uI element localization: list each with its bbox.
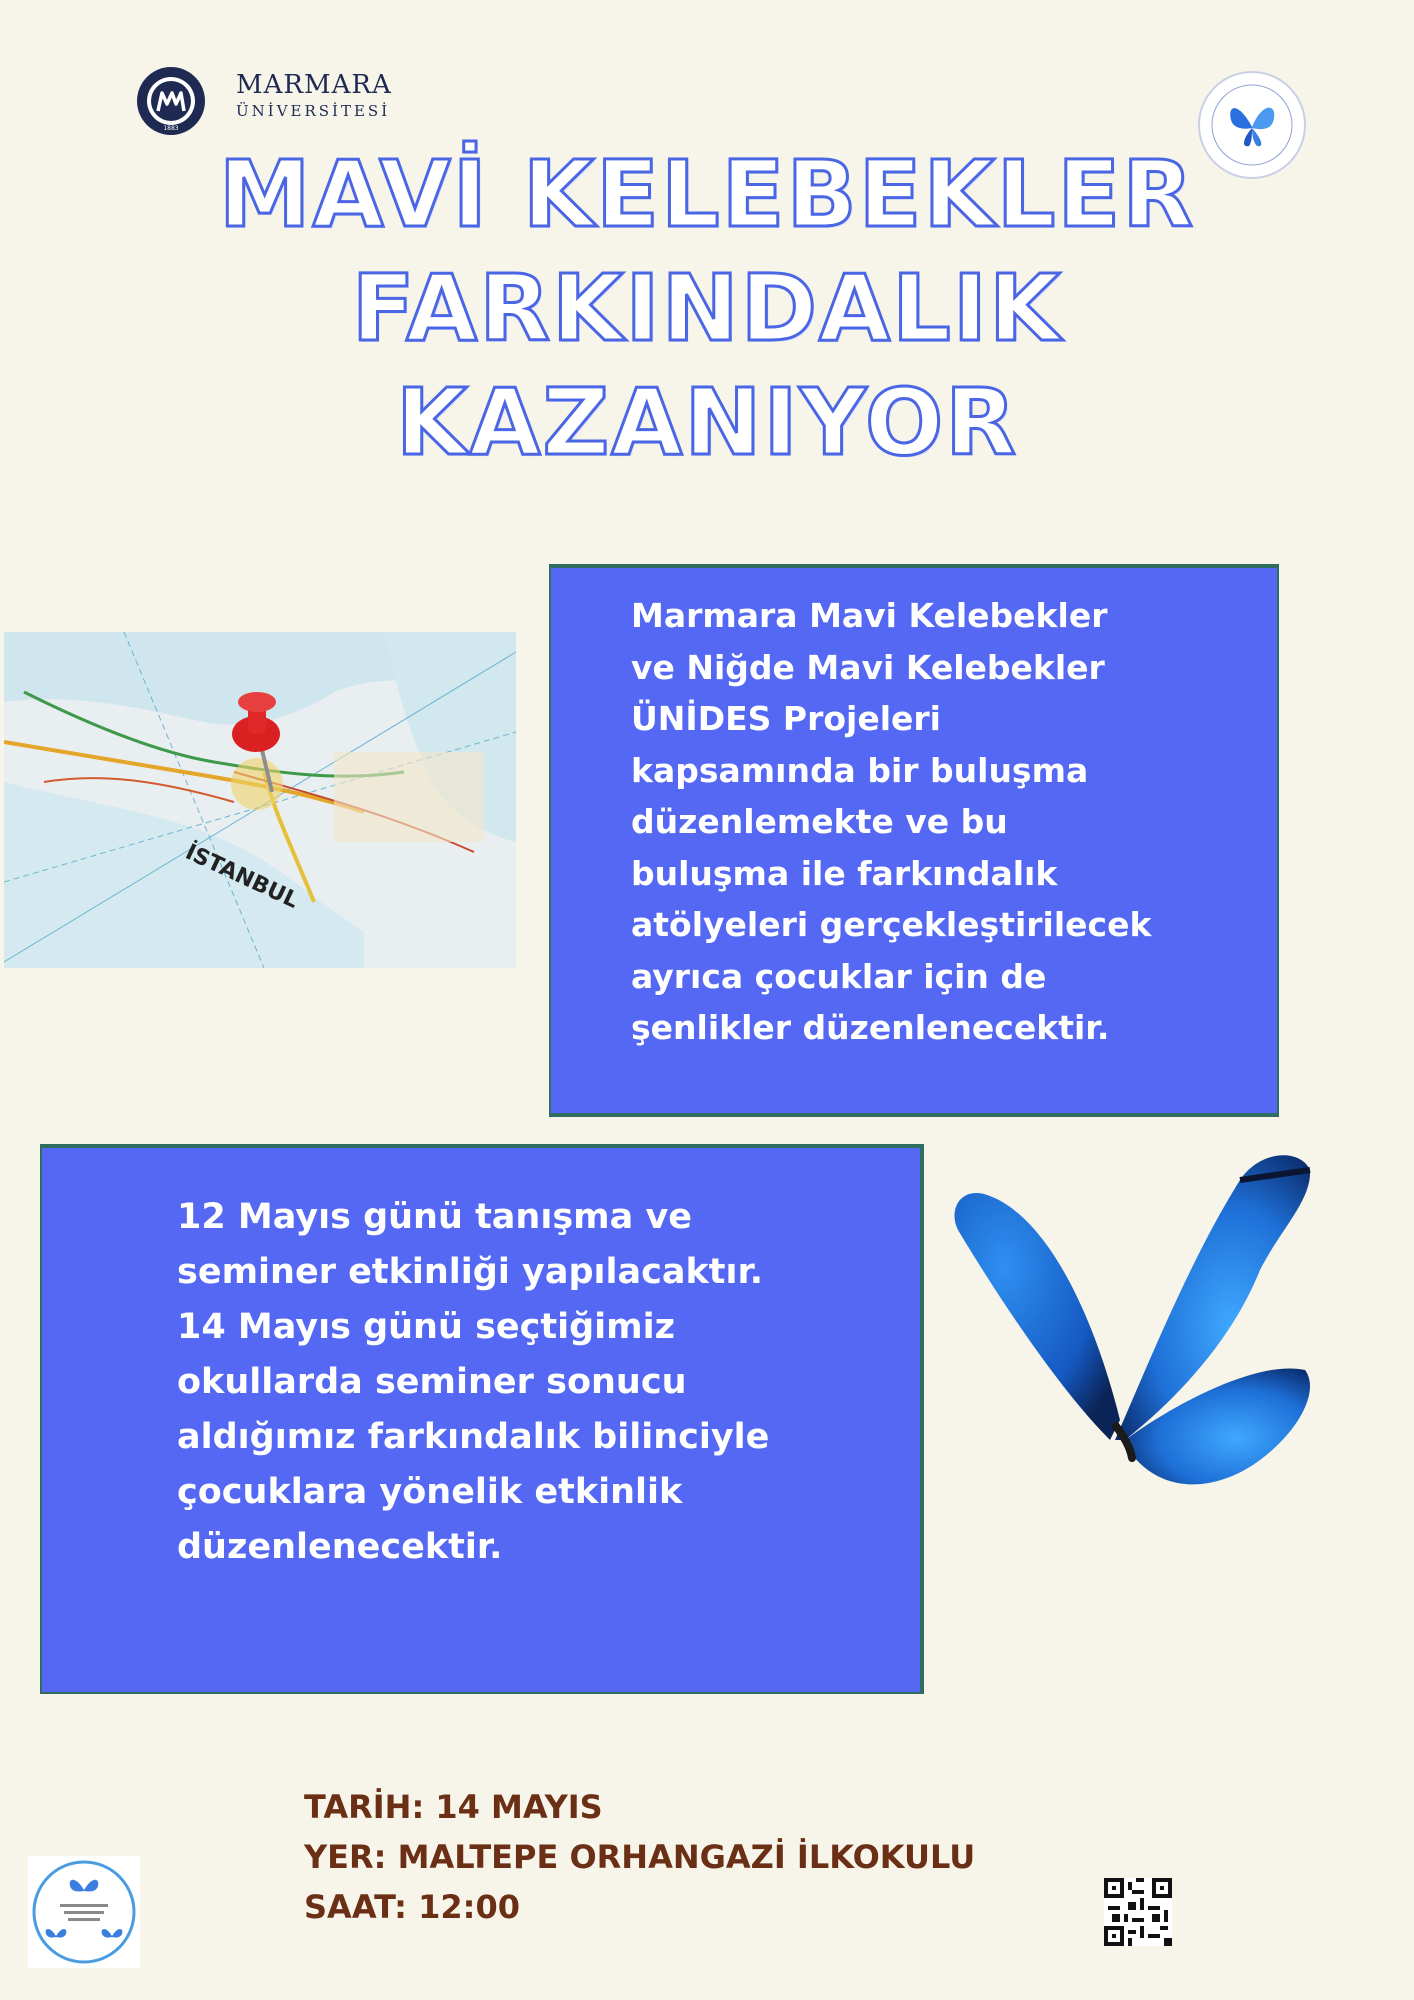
project-description xyxy=(631,590,1251,1054)
map-city-label: İSTANBUL xyxy=(181,839,303,914)
blue-butterfly-image xyxy=(940,1140,1320,1520)
text-line: ÜNİDES Projeleri xyxy=(631,699,941,738)
university-subtitle: ÜNİVERSİTESİ xyxy=(236,102,391,120)
text-line: düzenlemekte ve bu xyxy=(631,802,1008,841)
text-line: okullarda seminer sonucu xyxy=(177,1362,687,1402)
event-date: TARİH: 14 MAYIS xyxy=(304,1788,603,1826)
event-info xyxy=(304,1782,975,1932)
text-line: şenlikler düzenlenecektir. xyxy=(631,1008,1110,1047)
event-place: YER: MALTEPE ORHANGAZİ İLKOKULU xyxy=(304,1838,976,1876)
event-time: SAAT: 12:00 xyxy=(304,1888,520,1926)
info-card-project xyxy=(551,568,1277,1113)
university-wordmark xyxy=(236,70,392,120)
page-title xyxy=(0,138,1414,480)
text-line: buluşma ile farkındalık xyxy=(631,853,1058,893)
text-line: kapsamında bir buluşma xyxy=(631,750,1089,790)
title-line: KAZANIYOR xyxy=(395,369,1019,476)
text-line: 14 Mayıs günü seçtiğimiz xyxy=(177,1307,676,1347)
info-card-schedule xyxy=(42,1148,920,1692)
text-line: seminer etkinliği yapılacaktır. xyxy=(177,1252,764,1292)
club-logo xyxy=(28,1856,140,1968)
qr-code[interactable] xyxy=(1104,1878,1172,1946)
text-line: düzenlenecektir. xyxy=(177,1527,503,1567)
istanbul-map-photo xyxy=(4,632,516,968)
text-line: ve Niğde Mavi Kelebekler xyxy=(631,647,1105,687)
logo-year: 1883 xyxy=(163,125,179,132)
text-line: aldığımız farkındalık bilinciyle xyxy=(177,1417,770,1457)
title-line: FARKINDALIK xyxy=(351,255,1063,362)
text-line: ayrıca çocuklar için de xyxy=(631,956,1047,996)
text-line: 12 Mayıs günü tanışma ve xyxy=(177,1197,693,1237)
marmara-university-logo xyxy=(136,66,206,136)
university-name: MARMARA xyxy=(236,70,392,100)
title-line: MAVİ KELEBEKLER xyxy=(218,141,1196,248)
schedule-description xyxy=(177,1190,877,1575)
text-line: atölyeleri gerçekleştirilecek xyxy=(631,905,1152,944)
text-line: çocuklara yönelik etkinlik xyxy=(177,1472,683,1512)
text-line: Marmara Mavi Kelebekler xyxy=(631,596,1108,635)
